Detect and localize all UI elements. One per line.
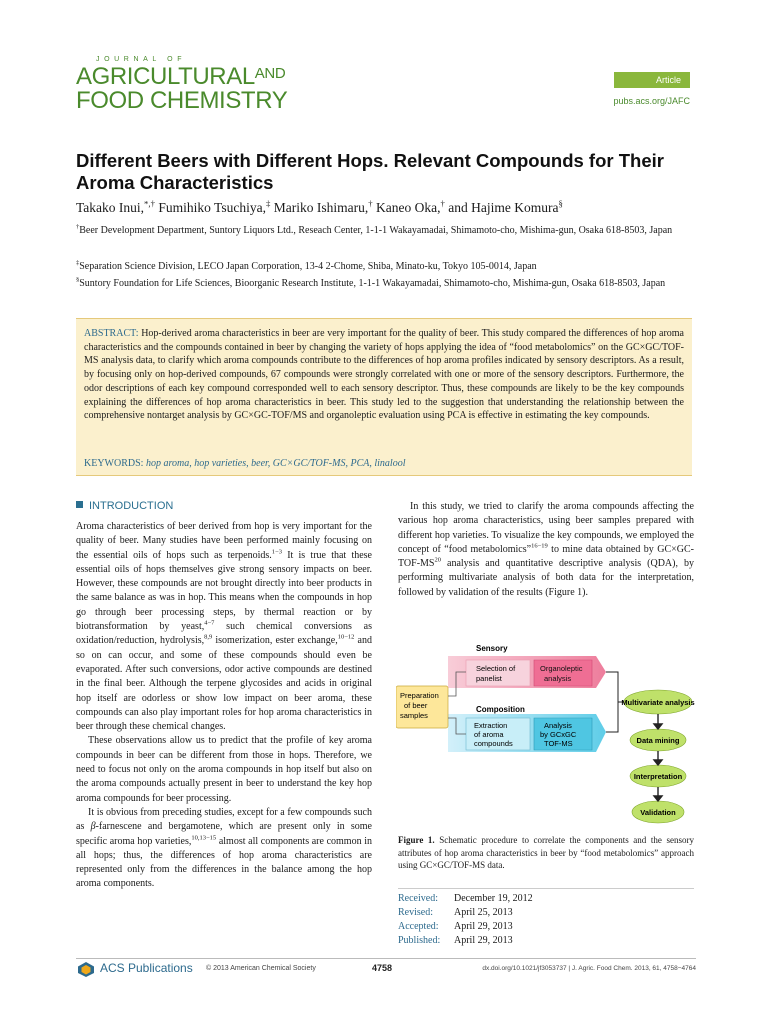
citation-ref[interactable]: 4−7: [204, 619, 215, 627]
selection-label-1: Selection of: [476, 664, 516, 673]
figure-1-flowchart: [396, 636, 696, 826]
data-mining-label: Data mining: [636, 736, 680, 745]
figure-caption-text: Schematic procedure to correlate the components and the sensory attributes of hop aroma characteristics in beer by “food metabolomics” approach using GC×GC/TOF-MS data.: [398, 835, 694, 870]
citation-ref[interactable]: 10−12: [337, 634, 355, 642]
organoleptic-label-2: analysis: [544, 674, 572, 683]
body-column-left: [76, 520, 372, 892]
keywords: [84, 458, 684, 469]
affiliation-mark: ‡: [76, 259, 80, 267]
date-value: April 25, 2013: [454, 907, 513, 918]
affiliation-mark: †: [76, 223, 80, 231]
page-number: 4758: [372, 963, 393, 973]
figure-1-caption: [398, 834, 694, 872]
affiliation: [76, 260, 688, 274]
preparation-label-2: of beer: [404, 701, 428, 710]
extraction-label-2: of aroma: [474, 730, 504, 739]
paragraph: These observations allow us to predict that the profile of key aroma compounds in beer can be different from those in hops. Therefore, we need to focus not only on the aroma compounds in hop itself but also on the aroma compounds actually present in beer to understand the key hop aroma compounds for beer processing.: [76, 735, 372, 804]
citation-ref[interactable]: 8,9: [204, 634, 213, 642]
date-label: Published:: [398, 935, 441, 946]
date-label: Revised:: [398, 907, 433, 918]
preparation-label-3: samples: [400, 711, 428, 720]
date-value: December 19, 2012: [454, 893, 533, 904]
text-run: It is obvious from preceding studies, except for a few compounds such as: [76, 806, 372, 833]
figure-caption-label: Figure 1.: [398, 835, 435, 845]
affiliation-text: Beer Development Department, Suntory Liquors Ltd., Reseach Center, 1-1-1 Wakayamadai, Shimamoto-cho, Mishima-gun, Osaka 618-8503, Japan: [79, 225, 673, 236]
author-name: and Hajime Komura: [448, 200, 559, 215]
interpretation-label: Interpretation: [633, 772, 683, 781]
date-accepted: [398, 921, 698, 935]
author-affiliation-mark: §: [558, 198, 563, 209]
text-run: Aroma characteristics of beer derived from hop is very important for the quality of beer. Many studies have been performed mainly focusing on the essential oils of hops such as terpenoids.: [76, 521, 372, 561]
date-value: April 29, 2013: [454, 921, 513, 932]
organoleptic-label-1: Organoleptic: [540, 664, 583, 673]
affiliation-text: Suntory Foundation for Life Sciences, Bioorganic Research Institute, 1-1-1 Wakayamadai, Shimamoto-cho, Mishima-gun, Osaka 618-8503, Japan: [79, 278, 666, 289]
keywords-text: hop aroma, hop varieties, beer, GC×GC/TOF-MS, PCA, linalool: [145, 458, 406, 469]
abstract: [84, 327, 684, 423]
affiliation: [76, 277, 688, 291]
keywords-label: KEYWORDS:: [84, 458, 144, 469]
extraction-label-3: compounds: [474, 739, 513, 748]
text-run: and so on can occur, and some of these compounds should even be evaporated. After such conversions, odor active compounds are destined in the final beer. Although the terpene glycosides and acids in original hop itself are odorless or show low impact on beer aroma, these compounds can also play important roles for hop aroma characteristics in beer through these chemical changes.: [76, 635, 372, 733]
affiliation-mark: §: [76, 276, 80, 284]
author-name: Kaneo Oka,: [375, 200, 441, 215]
composition-block: [448, 705, 606, 752]
flow-arrows: [654, 714, 662, 801]
section-heading-introduction: [76, 500, 173, 512]
extraction-label-1: Extraction: [474, 721, 508, 730]
citation-ref[interactable]: 16−19: [531, 542, 548, 550]
text-run: to mine data obtained by GC×GC-TOF-MS: [398, 543, 694, 570]
section-square-icon: [76, 501, 83, 508]
acs-hexagon-icon: [76, 961, 96, 977]
journal-logo-line2: FOOD CHEMISTRY: [76, 87, 288, 114]
gcxgc-label-2: by GCxGC: [540, 730, 577, 739]
text-run: isomerization, ester exchange,: [212, 635, 338, 647]
text-run: It is true that these essential oils of hops themselves give strong sensory impacts on beer. However, these compounds are not brought directly into beer products in the same balance as was in hop. This means when the compounds in hop go through beer processing steps, by thermal reaction or by biotransformation by yeast,: [76, 549, 372, 633]
composition-label: Composition: [476, 705, 525, 714]
author-name: Takako Inui,: [76, 200, 145, 215]
abstract-label: ABSTRACT:: [84, 328, 139, 339]
journal-logo-agricultural: AGRICULTURAL: [76, 63, 255, 90]
sensory-label: Sensory: [476, 644, 508, 653]
author-name: Mariko Ishimaru,: [273, 200, 369, 215]
preparation-label-1: Preparation: [400, 691, 439, 700]
affiliation-text: Separation Science Division, LECO Japan Corporation, 13-4 2-Chome, Shiba, Minato-ku, Tokyo 105-0014, Japan: [79, 261, 537, 272]
footer-divider: [76, 958, 696, 959]
doi-citation[interactable]: dx.doi.org/10.1021/jf3053737 | J. Agric. Food Chem. 2013, 61, 4758−4764: [482, 965, 696, 972]
gcxgc-label-1: Analysis: [544, 721, 572, 730]
text-run: -farnescene and bergamotene, which are present only in some specific aroma hop varieties,: [76, 821, 372, 847]
date-published: [398, 935, 698, 949]
author-affiliation-mark: †: [440, 198, 445, 209]
greek-beta: β: [90, 821, 96, 833]
divider: [398, 888, 694, 889]
paragraph: [76, 520, 372, 734]
paper-title: Different Beers with Different Hops. Relevant Compounds for Their Aroma Characteristics: [76, 150, 664, 193]
journal-url[interactable]: pubs.acs.org/JAFC: [613, 96, 690, 106]
selection-label-2: panelist: [476, 674, 502, 683]
text-run: almost all components are common in all hops; thus, the differences of hop aroma characteristics are represented only from the differences in the balance among the hop aroma components.: [76, 835, 373, 890]
date-label: Accepted:: [398, 921, 439, 932]
acs-publications-logo[interactable]: ACS Publications: [100, 961, 193, 975]
citation-ref[interactable]: 1−3: [271, 548, 282, 556]
paragraph: [398, 500, 694, 600]
journal-name-small: JOURNAL OF: [96, 56, 187, 63]
author-affiliation-mark: ‡: [265, 198, 271, 209]
body-column-right: [398, 500, 694, 600]
text-run: analysis and quantitative descriptive analysis (QDA), by performing multivariate analysis of both data for the interpretation, followed by validation of the results (Figure 1).: [398, 558, 694, 598]
sensory-block: [448, 644, 606, 688]
date-value: April 29, 2013: [454, 935, 513, 946]
author-name: Fumihiko Tsuchiya,: [158, 200, 266, 215]
copyright: © 2013 American Chemical Society: [206, 965, 316, 972]
date-revised: [398, 907, 698, 921]
abstract-text: Hop-derived aroma characteristics in beer are very important for the quality of beer. This study compared the differences of hop aroma characteristics and the compounds contained in beer by changing the variety of hops applying the idea of “food metabolomics” on the GC×GC/TOF-MS analysis data, to clarify which aroma compounds contribute to the differences of hop aroma profiles indicated by sensory descriptors. As a result, by focusing only on hop-derived compounds, 67 compounds were strongly correlated with one or more of the sensory descriptors. Furthermore, the odor descriptions of each key compound corresponded well to each sensory descriptor. Thus, these compounds are likely to be the key compounds explaining the differences of hop aroma characteristics in beer. This study led to the suggestion that understanding the relationship between the comprehensive nontarget analysis by GC×GC-TOF/MS and organoleptic evaluation using PCA is effective in estimating the key compounds.: [84, 328, 684, 422]
section-heading-text: INTRODUCTION: [89, 500, 174, 512]
date-received: [398, 893, 698, 907]
journal-logo-and: AND: [254, 65, 286, 82]
multivariate-analysis-label: Multivariate analysis: [621, 698, 695, 707]
validation-label: Validation: [640, 808, 676, 817]
text-run: such chemical conversions as oxidation/reduction, hydrolysis,: [76, 621, 372, 647]
gcxgc-label-3: TOF-MS: [544, 739, 573, 748]
affiliation: [76, 224, 688, 238]
date-label: Received:: [398, 893, 438, 904]
citation-ref[interactable]: 20: [434, 556, 441, 564]
author-affiliation-mark: †: [368, 198, 373, 209]
author-list: [76, 200, 696, 216]
author-affiliation-mark: *,†: [144, 198, 156, 209]
citation-ref[interactable]: 10,13−15: [191, 834, 217, 842]
article-type-badge: Article: [614, 72, 690, 88]
paragraph: [76, 806, 372, 892]
text-run: In this study, we tried to clarify the aroma compounds affecting the various hop aroma characteristics, using beer samples prepared with different hop varieties. To visualize the key compounds, we employed the concept of “food metabolomics”: [398, 501, 694, 555]
